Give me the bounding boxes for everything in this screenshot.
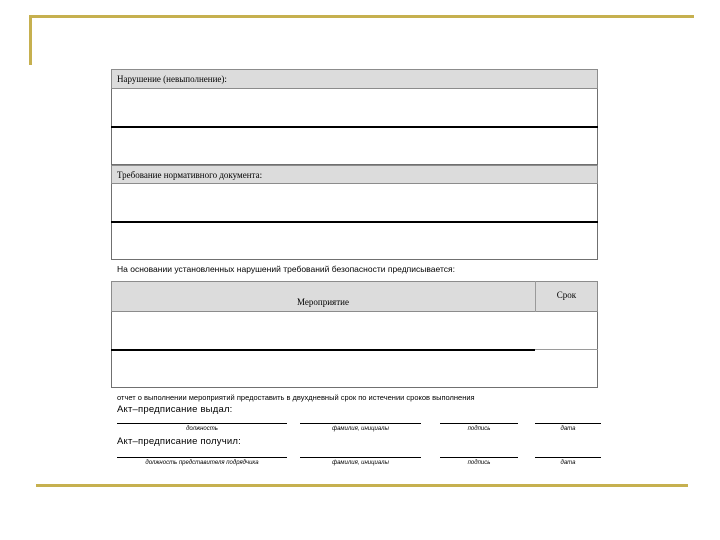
frame-left-line	[29, 15, 32, 65]
prescription-intro: На основании установленных нарушений требований безопасности предписывается:	[117, 264, 455, 274]
received-label: Акт–предписание получил:	[117, 436, 241, 447]
frame-bottom-line	[36, 484, 688, 487]
issued-date-line[interactable]	[535, 423, 601, 424]
violation-header	[111, 69, 598, 89]
deadline-row-divider	[535, 349, 598, 350]
violation-divider	[111, 126, 598, 128]
issued-name-line[interactable]	[300, 423, 421, 424]
col-measure-label: Мероприятие	[297, 297, 349, 307]
issued-label: Акт–предписание выдал:	[117, 404, 233, 415]
report-note: отчет о выполнении мероприятий предоставить в двухдневный срок по истечении сроков выполнения	[117, 393, 475, 402]
received-caption-date: дата	[560, 460, 576, 466]
received-name-line[interactable]	[300, 457, 421, 458]
received-date-line[interactable]	[535, 457, 601, 458]
violation-label: Нарушение (невыполнение):	[117, 74, 227, 84]
received-signature-line[interactable]	[440, 457, 518, 458]
issued-caption-signature: подпись	[467, 426, 491, 432]
received-position-line[interactable]	[117, 457, 287, 458]
requirement-header	[111, 165, 598, 184]
measures-row-divider	[111, 349, 535, 351]
issued-position-line[interactable]	[117, 423, 287, 424]
frame-top-line	[29, 15, 694, 18]
requirement-label: Требование нормативного документа:	[117, 170, 263, 180]
requirement-divider	[111, 221, 598, 223]
received-caption-name: фамилия, инициалы	[332, 460, 389, 466]
received-caption-signature: подпись	[467, 460, 491, 466]
received-caption-position: должность представителя подрядчика	[145, 460, 259, 466]
issued-caption-date: дата	[560, 426, 576, 432]
col-deadline-label: Срок	[556, 290, 577, 300]
issued-caption-name: фамилия, инициалы	[332, 426, 389, 432]
issued-signature-line[interactable]	[440, 423, 518, 424]
issued-caption-position: должность	[186, 426, 218, 432]
